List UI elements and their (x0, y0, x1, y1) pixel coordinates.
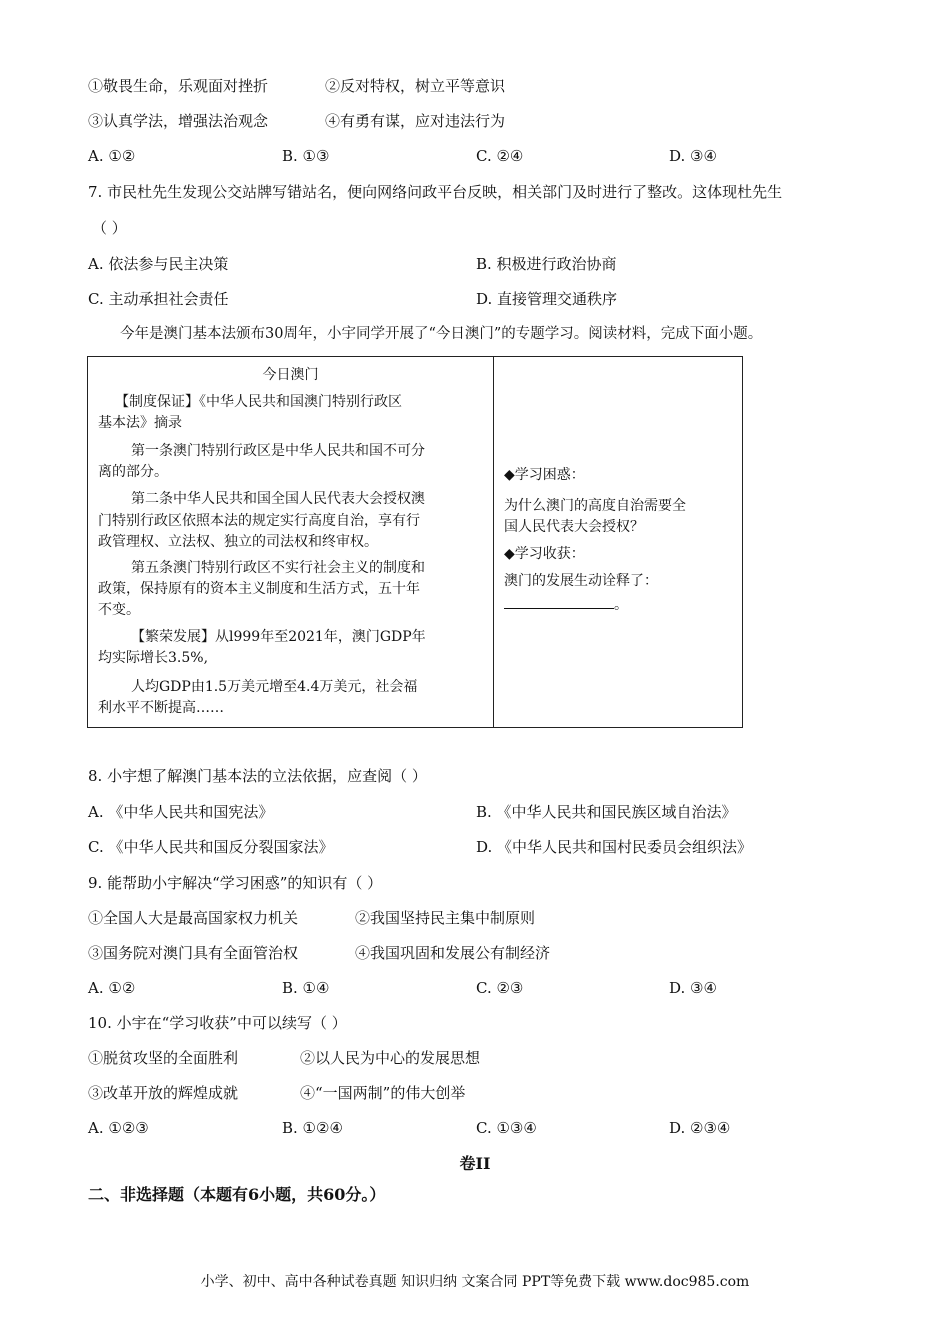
material-line: 第一条澳门特别行政区是中华人民共和国不可分 (131, 443, 425, 459)
material-line: 门特别行政区依照本法的规定实行高度自治，享有行 (98, 513, 420, 529)
q7-option-a[interactable]: A. 依法参与民主决策 (88, 255, 229, 273)
material-line: 基本法》摘录 (98, 415, 182, 431)
q10-item-4: ④“一国两制”的伟大创举 (300, 1084, 466, 1102)
learning-gain-text: 澳门的发展生动诠释了： (504, 573, 658, 589)
material-line: 利水平不断提高…… (98, 700, 224, 716)
q9-item-1: ①全国人大是最高国家权力机关 (88, 909, 299, 927)
material-line: 第二条中华人民共和国全国人民代表大会授权澳 (131, 491, 425, 507)
q8-option-b[interactable]: B. 《中华人民共和国民族区域自治法》 (476, 803, 737, 821)
q9-option-c[interactable]: C. ②③ (476, 979, 524, 997)
material-line: 【繁荣发展】从l999年至2021年，澳门GDP年 (131, 629, 426, 645)
q9-option-b[interactable]: B. ①④ (282, 979, 330, 997)
q9-item-2: ②我国坚持民主集中制原则 (355, 909, 536, 927)
q8-option-d[interactable]: D. 《中华人民共和国村民委员会组织法》 (476, 838, 753, 856)
q9-item-4: ④我国巩固和发展公有制经济 (355, 944, 551, 962)
material-line: 第五条澳门特别行政区不实行社会主义的制度和 (131, 560, 425, 576)
q10-item-1: ①脱贫攻坚的全面胜利 (88, 1049, 239, 1067)
q10-option-c[interactable]: C. ①③④ (476, 1119, 537, 1137)
learning-puzzle-text: 国人民代表大会授权？ (504, 519, 644, 535)
q10-stem: 10. 小宇在“学习收获”中可以续写（ ） (88, 1014, 347, 1032)
learning-puzzle-text: 为什么澳门的高度自治需要全 (504, 498, 686, 514)
learning-gain-blank[interactable]: 。 (504, 594, 628, 616)
material-line: 离的部分。 (98, 464, 168, 480)
material-line: 人均GDP由1.5万美元增至4.4万美元，社会福 (131, 679, 418, 695)
q6-item-4: ④有勇有谋，应对违法行为 (325, 112, 506, 130)
q8-option-c[interactable]: C. 《中华人民共和国反分裂国家法》 (88, 838, 334, 856)
q6-option-a[interactable]: A. ①② (88, 147, 136, 165)
footer-banner[interactable]: 小学、初中、高中各种试卷真题 知识归纳 文案合同 PPT等免费下载 www.doc985.com (200, 1274, 750, 1290)
q9-item-3: ③国务院对澳门具有全面管治权 (88, 944, 299, 962)
q10-option-b[interactable]: B. ①②④ (282, 1119, 343, 1137)
q7-option-c[interactable]: C. 主动承担社会责任 (88, 290, 229, 308)
q8-option-a[interactable]: A. 《中华人民共和国宪法》 (88, 803, 274, 821)
section-2-heading: 二、非选择题（本题有6小题，共60分。） (88, 1185, 386, 1204)
q9-option-d[interactable]: D. ③④ (669, 979, 717, 997)
answer-blank-line[interactable] (504, 594, 614, 609)
material-right-cell (494, 357, 743, 728)
material-line: 政策，保持原有的资本主义制度和生活方式，五十年 (98, 581, 420, 597)
q10-item-2: ②以人民为中心的发展思想 (300, 1049, 481, 1067)
material-title: 今日澳门 (262, 367, 319, 383)
material-intro: 今年是澳门基本法颁布30周年，小宇同学开展了“今日澳门”的专题学习。阅读材料，完成下面小题。 (120, 326, 763, 342)
material-line: 均实际增长3.5%, (98, 650, 209, 666)
q6-item-3: ③认真学法，增强法治观念 (88, 112, 269, 130)
q6-item-1: ①敬畏生命，乐观面对挫折 (88, 77, 269, 95)
q7-paren: （ ） (92, 219, 127, 237)
material-line: 政管理权、立法权、独立的司法权和终审权。 (98, 534, 378, 550)
volume-title: 卷II (459, 1154, 491, 1173)
q9-stem: 9. 能帮助小宇解决“学习困惑”的知识有（ ） (88, 874, 383, 892)
q6-option-b[interactable]: B. ①③ (282, 147, 330, 165)
q10-option-a[interactable]: A. ①②③ (88, 1119, 149, 1137)
material-line: 【制度保证】《中华人民共和国澳门特别行政区 (115, 394, 402, 410)
material-left-cell (88, 357, 494, 728)
q6-option-c[interactable]: C. ②④ (476, 147, 524, 165)
q7-option-d[interactable]: D. 直接管理交通秩序 (476, 290, 618, 308)
material-line: 不变。 (98, 602, 140, 618)
q9-option-a[interactable]: A. ①② (88, 979, 136, 997)
q7-stem: 7. 市民杜先生发现公交站牌写错站名，便向网络问政平台反映，相关部门及时进行了整改。这体现杜先生 (88, 183, 783, 201)
q7-option-b[interactable]: B. 积极进行政治协商 (476, 255, 617, 273)
q8-stem: 8. 小宇想了解澳门基本法的立法依据，应查阅（ ） (88, 767, 427, 785)
q10-option-d[interactable]: D. ②③④ (669, 1119, 731, 1137)
learning-puzzle-heading: ◆学习困惑： (504, 467, 585, 483)
material-table (87, 356, 743, 728)
learning-gain-heading: ◆学习收获： (504, 546, 585, 562)
q6-item-2: ②反对特权，树立平等意识 (325, 77, 506, 95)
q6-option-d[interactable]: D. ③④ (669, 147, 717, 165)
q10-item-3: ③改革开放的辉煌成就 (88, 1084, 239, 1102)
